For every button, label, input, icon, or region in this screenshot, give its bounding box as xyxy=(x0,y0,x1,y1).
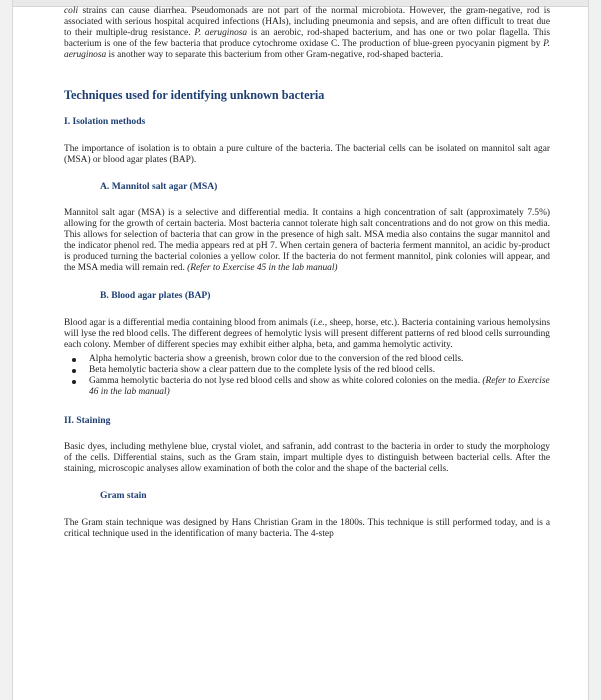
document-page xyxy=(64,6,550,540)
isolation-paragraph: The importance of isolation is to obtain a pure culture of the bacteria. The bacterial cells can be isolated on mannitol salt agar (MSA) or blood agar plates (BAP). xyxy=(64,144,550,165)
viewer-left-margin xyxy=(0,0,13,700)
staining-paragraph: Basic dyes, including methylene blue, crystal violet, and safranin, add contrast to the bacteria in order to study the morphology of the cells. Differential stains, such as the Gram stain, impart multiple dyes to distinguish between bacterial cells. After the staining, microscopic analyses allow examination of both the color and the shape of the bacterial cells. xyxy=(64,442,550,474)
gram-stain-heading: Gram stain xyxy=(100,490,147,501)
msa-heading: A. Mannitol salt agar (MSA) xyxy=(100,181,218,192)
list-item: Gamma hemolytic bacteria do not lyse red blood cells and show as white colored colonies on the media. (Refer to Exercise 46 in the lab manual) xyxy=(82,376,550,398)
bap-heading: B. Blood agar plates (BAP) xyxy=(100,290,211,301)
section-title: Techniques used for identifying unknown bacteria xyxy=(64,88,325,102)
bullet-icon xyxy=(72,358,76,362)
hemolysis-list xyxy=(64,354,550,398)
bap-paragraph: Blood agar is a differential media containing blood from animals (i.e., sheep, horse, etc.). Bacteria containing various hemolysins will lyse the red blood cells. The different degrees of hemolytic lysis will present different patterns of red blood cells surrounding each colony. Member of different species may exhibit either alpha, beta, and gamma hemolytic activity. xyxy=(64,318,550,350)
list-item: Beta hemolytic bacteria show a clear pattern due to the complete lysis of the red blood cells. xyxy=(82,365,550,376)
gram-stain-paragraph: The Gram stain technique was designed by Hans Christian Gram in the 1800s. This technique is still performed today, and is a critical technique used in the identification of many bacteria. The 4-step xyxy=(64,518,550,539)
bullet-icon xyxy=(72,369,76,373)
isolation-heading: I. Isolation methods xyxy=(64,116,146,127)
intro-paragraph: coli strains can cause diarrhea. Pseudomonads are not part of the normal microbiota. However, the gram-negative, rod is associated with serious hospital acquired infections (HAIs), including pneumonia and sepsis, and are often difficult to treat due to their multiple-drug resistance. P. aeruginosa is an aerobic, rod-shaped bacterium, and has one or two polar flagella. This bacterium is one of the few bacteria that produce cytochrome oxidase C. The production of blue-green pyocyanin pigment by P. aeruginosa is another way to separate this bacterium from other Gram-negative, rod-shaped bacteria. xyxy=(64,6,550,60)
msa-paragraph: Mannitol salt agar (MSA) is a selective and differential media. It contains a high concentration of salt (approximately 7.5%) allowing for the growth of certain bacteria. Most bacteria cannot tolerate high salt concentrations and do not grow on this media. This allows for selection of bacteria that can grow in the presence of high salt. MSA media also contains the sugar mannitol and the indicator phenol red. The media appears red at pH 7. When certain genera of bacteria ferment mannitol, an acidic by-product is produced turning the bacterial colonies a yellow color. If the bacteria do not ferment mannitol, pink colonies will appear, and the MSA media will remain red. (Refer to Exercise 45 in the lab manual) xyxy=(64,208,550,273)
viewer-right-margin xyxy=(588,0,601,700)
list-item: Alpha hemolytic bacteria show a greenish, brown color due to the conversion of the red blood cells. xyxy=(82,354,550,365)
staining-heading: II. Staining xyxy=(64,415,111,426)
bullet-icon xyxy=(72,380,76,384)
